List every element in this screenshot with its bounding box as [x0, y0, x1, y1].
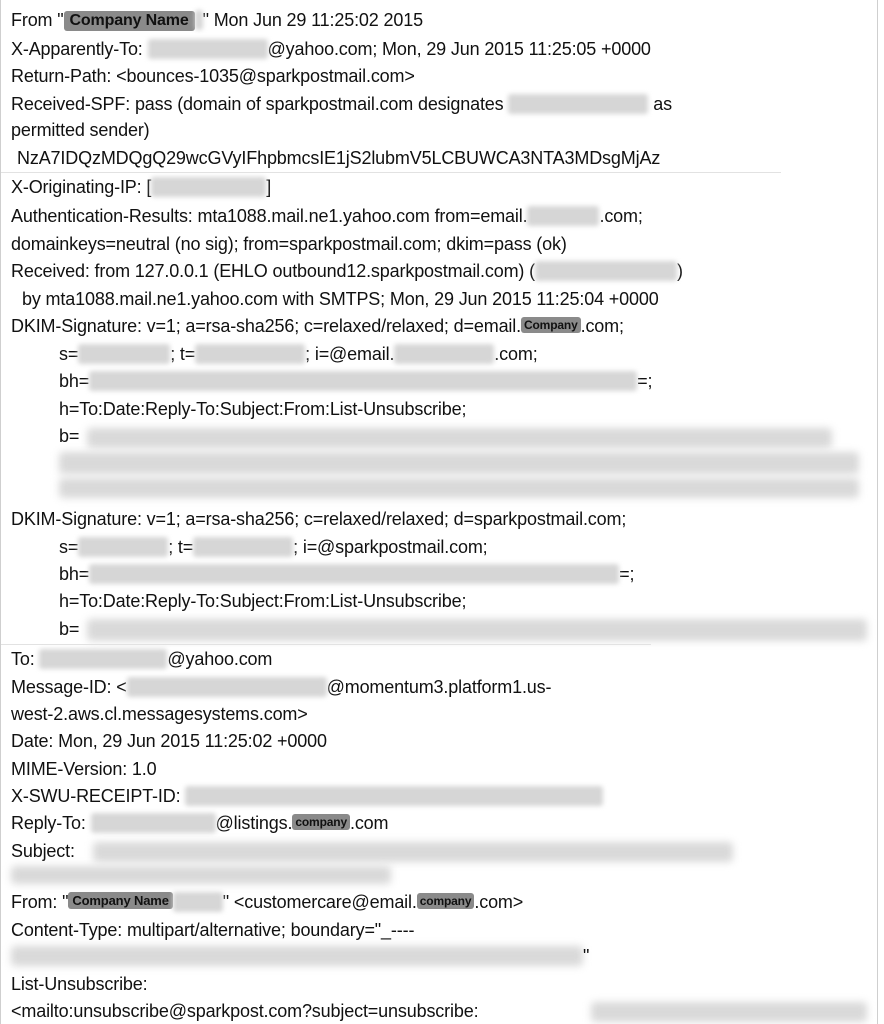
dkim-signature-value-line: [59, 424, 79, 448]
dkim-headers-line-2: h=To:Date:Reply-To:Subject:From:List-Unsubscribe;: [59, 591, 467, 611]
redaction: [195, 344, 305, 364]
redaction: [59, 478, 859, 498]
header-value: =;: [637, 371, 653, 391]
header-value: ; t=: [168, 537, 194, 557]
redaction: [91, 813, 216, 833]
header-value: s=: [59, 344, 79, 364]
header-value: .com;: [494, 344, 538, 364]
header-label: From: ": [11, 892, 69, 912]
received-spf-line: [11, 92, 672, 116]
x-originating-ip-line: [11, 175, 271, 199]
header-value: " <customercare@email.: [222, 892, 417, 912]
redaction: [59, 452, 859, 474]
company-tag: Company: [521, 317, 581, 333]
dkim-body-hash-line: [59, 369, 652, 393]
dkim-body-hash-line-2: [59, 562, 634, 586]
redaction: [78, 344, 170, 364]
list-unsubscribe-line-2: [11, 999, 478, 1023]
date-line: Date: Mon, 29 Jun 2015 11:25:02 +0000: [11, 731, 327, 751]
redaction: [185, 786, 603, 806]
content-type-tail: ": [583, 946, 590, 966]
redaction: [89, 564, 619, 584]
encoded-line: NzA7IDQzMDQgQ29wcGVyIFhpbmcsIE1jS2lubmV5LCBUWCA3NTA3MDsgMjAz: [17, 148, 661, 168]
header-label: Reply-To:: [11, 813, 86, 833]
header-value: ; i=@email.: [305, 344, 395, 364]
received-line: [11, 259, 683, 283]
return-path-line: Return-Path: <bounces-1035@sparkpostmail.com>: [11, 66, 415, 86]
redaction: [527, 206, 599, 226]
redaction: [93, 842, 733, 862]
redaction: [193, 537, 293, 557]
subject-line: [11, 839, 75, 863]
from-header-line: [11, 890, 523, 914]
list-unsubscribe-line: List-Unsubscribe:: [11, 974, 148, 994]
header-value: Received: from 127.0.0.1 (EHLO outbound12.sparkpostmail.com) (: [11, 261, 535, 281]
swu-receipt-line: [11, 784, 603, 808]
redaction: [151, 177, 266, 197]
redaction: [195, 10, 203, 30]
dkim-selector-line: [59, 342, 538, 366]
reply-to-line: [11, 811, 388, 835]
header-label: X-Originating-IP: [: [11, 177, 152, 197]
redaction: [535, 261, 677, 281]
company-name-tag: Company Name: [68, 892, 172, 909]
dkim-signature-value-line-2: [59, 617, 79, 641]
header-value: =;: [619, 564, 635, 584]
message-id-line: [11, 675, 551, 699]
redaction: [127, 677, 327, 697]
header-value: Authentication-Results: mta1088.mail.ne1.yahoo.com from=email.: [11, 206, 528, 226]
header-value: b=: [59, 619, 80, 639]
company-tag: company: [417, 893, 475, 909]
header-value: @listings.: [215, 813, 293, 833]
redaction: [591, 1002, 867, 1022]
company-name-tag: Company Name: [64, 11, 195, 31]
header-value: bh=: [59, 564, 90, 584]
authentication-results-line: [11, 204, 643, 228]
dkim-headers-line: h=To:Date:Reply-To:Subject:From:List-Unsubscribe;: [59, 399, 467, 419]
header-value: as: [653, 94, 672, 114]
header-value: Received-SPF: pass (domain of sparkpostmail.com designates: [11, 94, 504, 114]
header-value: @yahoo.com: [167, 649, 273, 669]
header-value: DKIM-Signature: v=1; a=rsa-sha256; c=relaxed/relaxed; d=email.: [11, 316, 521, 336]
content-type-line: Content-Type: multipart/alternative; boundary="_----: [11, 920, 415, 940]
mime-version-line: MIME-Version: 1.0: [11, 759, 157, 779]
company-tag: company: [292, 814, 350, 830]
header-label: X-SWU-RECEIPT-ID:: [11, 786, 181, 806]
redaction: [89, 371, 637, 391]
header-value: bh=: [59, 371, 90, 391]
divider: [1, 172, 781, 173]
header-label: X-Apparently-To:: [11, 39, 143, 59]
header-value: ; t=: [170, 344, 196, 364]
message-id-line-2: west-2.aws.cl.messagesystems.com>: [11, 704, 308, 724]
redaction: [394, 344, 494, 364]
header-value: ]: [266, 177, 272, 197]
header-value: ; i=@sparkpostmail.com;: [293, 537, 488, 557]
divider: [1, 644, 651, 645]
header-value: .com: [349, 813, 389, 833]
to-line: [11, 647, 272, 671]
header-label: Subject:: [11, 841, 75, 861]
header-label: To:: [11, 649, 35, 669]
from-envelope-line: [11, 8, 423, 32]
header-value: @yahoo.com; Mon, 29 Jun 2015 11:25:05 +0000: [267, 39, 651, 59]
redaction: [87, 619, 867, 641]
dkim-signature-line: [11, 314, 624, 338]
x-apparently-to-line: [11, 37, 651, 61]
redaction: [87, 428, 832, 448]
header-value: .com>: [474, 892, 524, 912]
header-value: s=: [59, 537, 79, 557]
received-line-2: by mta1088.mail.ne1.yahoo.com with SMTPS; Mon, 29 Jun 2015 11:25:04 +0000: [22, 289, 659, 309]
dkim-selector-line-2: [59, 535, 488, 559]
authentication-results-line-2: domainkeys=neutral (no sig); from=sparkpostmail.com; dkim=pass (ok): [11, 234, 567, 254]
redaction: [78, 537, 168, 557]
header-label: Message-ID: <: [11, 677, 127, 697]
redaction: [11, 866, 391, 884]
from-suffix: " Mon Jun 29 11:25:02 2015: [202, 10, 423, 30]
redaction: [173, 892, 223, 912]
header-value: .com;: [580, 316, 624, 336]
header-value: ): [676, 261, 683, 281]
received-spf-line-2: permitted sender): [11, 120, 150, 140]
from-prefix: From ": [11, 10, 64, 30]
header-value: <mailto:unsubscribe@sparkpost.com?subject=unsubscribe:: [11, 1001, 479, 1021]
redaction: [39, 649, 167, 669]
dkim-signature-line-2: DKIM-Signature: v=1; a=rsa-sha256; c=relaxed/relaxed; d=sparkpostmail.com;: [11, 509, 627, 529]
header-value: @momentum3.platform1.us-: [326, 677, 552, 697]
redaction: [508, 94, 648, 114]
redaction: [11, 946, 583, 966]
header-value: b=: [59, 426, 80, 446]
redaction: [148, 39, 268, 59]
header-value: .com;: [599, 206, 643, 226]
